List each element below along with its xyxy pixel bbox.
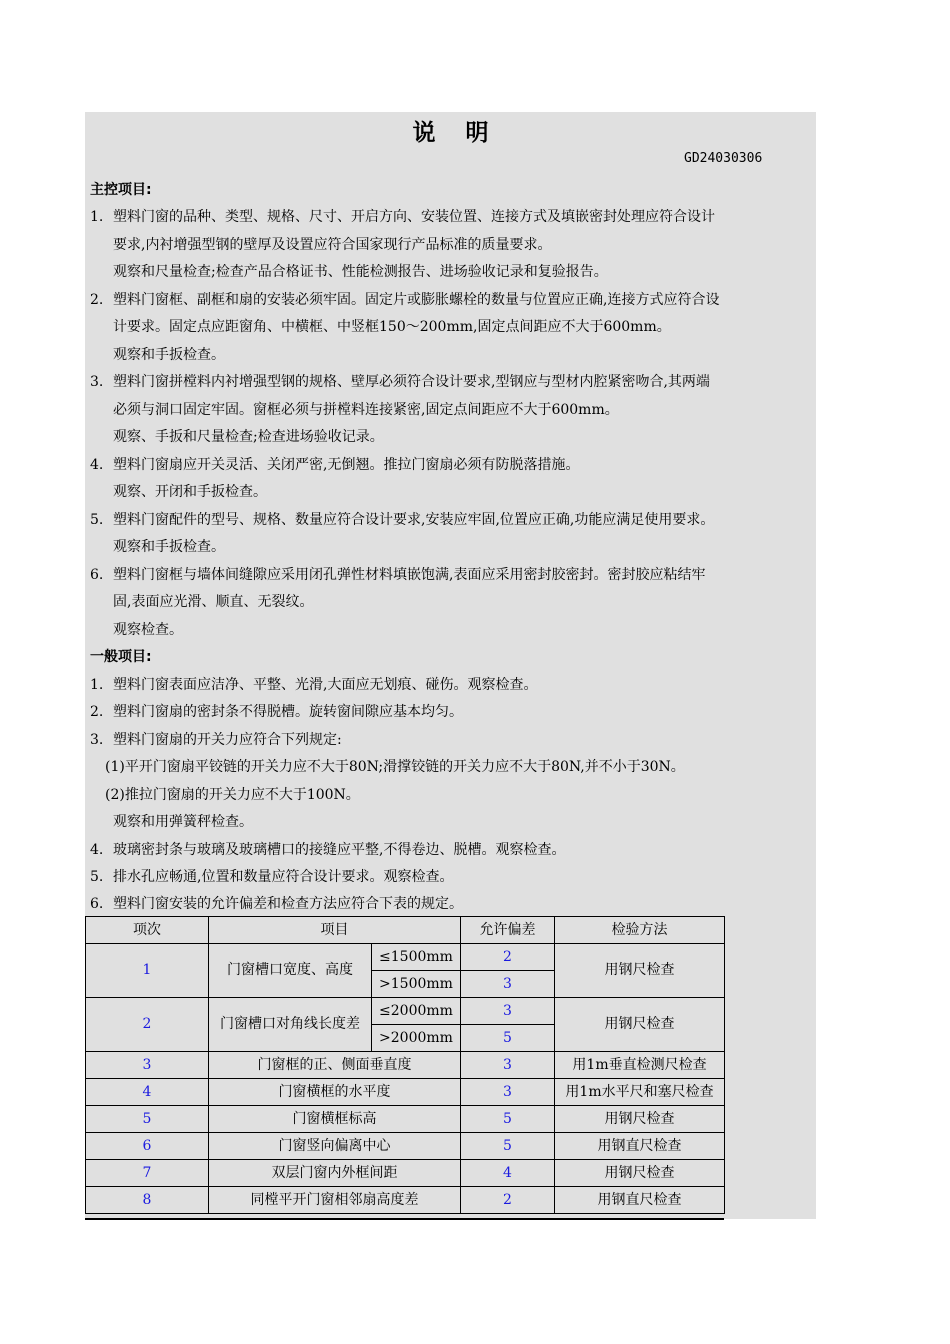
table-row	[86, 944, 725, 971]
item-text: 塑料门窗拼樘料内衬增强型钢的规格、壁厚必须符合设计要求,型钢应与型材内腔紧密吻合,其两端	[113, 374, 710, 390]
row-method: 用钢尺检查	[555, 998, 725, 1052]
table-bottom-border	[85, 1218, 724, 1220]
general-item-5	[90, 866, 453, 886]
row-tolerance: 3	[461, 1052, 555, 1079]
table-row	[86, 1133, 725, 1160]
item-number: 6.	[90, 896, 104, 912]
item-number: 1.	[90, 209, 104, 225]
general-item-1	[90, 674, 537, 694]
table-row	[86, 1106, 725, 1133]
row-tolerance: 5	[461, 1106, 555, 1133]
item-text: 塑料门窗扇的开关力应符合下列规定:	[113, 732, 342, 748]
main-item-6-method: 观察检查。	[113, 622, 183, 638]
main-item-4	[90, 454, 579, 474]
main-item-2	[90, 289, 719, 309]
item-text: 排水孔应畅通,位置和数量应符合设计要求。观察检查。	[113, 869, 454, 885]
general-item-3-sub-2: (2)推拉门窗扇的开关力应不大于100N。	[105, 787, 360, 803]
table-row	[86, 1160, 725, 1187]
item-text: 塑料门窗扇的密封条不得脱槽。旋转窗间隙应基本均匀。	[113, 704, 463, 720]
row-item: 门窗框的正、侧面垂直度	[209, 1052, 461, 1079]
header-cell: 项次	[86, 917, 209, 944]
sheet-margin	[723, 916, 816, 1219]
row-number: 5	[86, 1106, 209, 1133]
item-text: 塑料门窗表面应洁净、平整、光滑,大面应无划痕、碰伤。观察检查。	[113, 677, 538, 693]
item-number: 6.	[90, 567, 104, 583]
item-number: 5.	[90, 869, 104, 885]
row-tolerance: 3	[461, 1079, 555, 1106]
row-subcondition: ≤1500mm	[372, 944, 461, 971]
item-number: 5.	[90, 512, 104, 528]
table-row	[86, 998, 725, 1025]
row-number: 2	[86, 998, 209, 1052]
row-item: 门窗槽口对角线长度差	[209, 998, 372, 1052]
general-item-3-sub-1: (1)平开门窗扇平铰链的开关力应不大于80N;滑撑铰链的开关力应不大于80N,并不小于30N。	[105, 759, 685, 775]
main-item-4-method: 观察、开闭和手扳检查。	[113, 484, 267, 500]
row-method: 用钢尺检查	[555, 1106, 725, 1133]
item-text: 塑料门窗安装的允许偏差和检查方法应符合下表的规定。	[113, 896, 463, 912]
row-item: 双层门窗内外框间距	[209, 1160, 461, 1187]
main-heading: 主控项目:	[90, 182, 152, 198]
row-number: 8	[86, 1187, 209, 1214]
main-item-2-method: 观察和手扳检查。	[113, 347, 225, 363]
row-number: 4	[86, 1079, 209, 1106]
main-item-5	[90, 509, 714, 529]
row-subcondition: >2000mm	[372, 1025, 461, 1052]
row-item: 同樘平开门窗相邻扇高度差	[209, 1187, 461, 1214]
item-text: 塑料门窗配件的型号、规格、数量应符合设计要求,安装应牢固,位置应正确,功能应满足使用要求。	[113, 512, 715, 528]
row-number: 7	[86, 1160, 209, 1187]
tolerance-table	[85, 916, 725, 1214]
main-item-3-line2: 必须与洞口固定牢固。窗框必须与拼樘料连接紧密,固定点间距应不大于600mm。	[113, 402, 619, 418]
item-number: 4.	[90, 842, 104, 858]
main-item-3-method: 观察、手扳和尺量检查;检查进场验收记录。	[113, 429, 384, 445]
general-item-6	[90, 893, 463, 913]
row-tolerance: 5	[461, 1025, 555, 1052]
row-number: 1	[86, 944, 209, 998]
page-title: 说明	[412, 120, 519, 146]
general-heading: 一般项目:	[90, 649, 152, 665]
table-header-row	[86, 917, 725, 944]
row-tolerance: 4	[461, 1160, 555, 1187]
row-item: 门窗槽口宽度、高度	[209, 944, 372, 998]
row-number: 6	[86, 1133, 209, 1160]
item-number: 2.	[90, 292, 104, 308]
item-number: 3.	[90, 374, 104, 390]
item-text: 塑料门窗扇应开关灵活、关闭严密,无倒翘。推拉门窗扇必须有防脱落措施。	[113, 457, 580, 473]
row-tolerance: 2	[461, 1187, 555, 1214]
main-item-6-line2: 固,表面应光滑、顺直、无裂纹。	[113, 594, 314, 610]
main-item-6	[90, 564, 705, 584]
row-method: 用1m垂直检测尺检查	[555, 1052, 725, 1079]
row-tolerance: 2	[461, 944, 555, 971]
row-method: 用1m水平尺和塞尺检查	[555, 1079, 725, 1106]
item-text: 塑料门窗的品种、类型、规格、尺寸、开启方向、安装位置、连接方式及填嵌密封处理应符合设计	[113, 209, 715, 225]
item-number: 3.	[90, 732, 104, 748]
row-subcondition: >1500mm	[372, 971, 461, 998]
item-text: 塑料门窗框与墙体间缝隙应采用闭孔弹性材料填嵌饱满,表面应采用密封胶密封。密封胶应粘结牢	[113, 567, 706, 583]
general-item-2	[90, 701, 463, 721]
row-method: 用钢直尺检查	[555, 1133, 725, 1160]
item-number: 1.	[90, 677, 104, 693]
row-item: 门窗竖向偏离中心	[209, 1133, 461, 1160]
general-item-3-method: 观察和用弹簧秤检查。	[113, 814, 253, 830]
row-tolerance: 3	[461, 971, 555, 998]
row-number: 3	[86, 1052, 209, 1079]
header-cell: 项目	[209, 917, 461, 944]
item-number: 4.	[90, 457, 104, 473]
row-method: 用钢尺检查	[555, 1160, 725, 1187]
document-code: GD24030306	[684, 151, 763, 166]
row-tolerance: 3	[461, 998, 555, 1025]
item-number: 2.	[90, 704, 104, 720]
main-item-2-line2: 计要求。固定点应距窗角、中横框、中竖框150～200mm,固定点间距应不大于600mm。	[113, 319, 671, 335]
row-item: 门窗横框的水平度	[209, 1079, 461, 1106]
table-row	[86, 1052, 725, 1079]
main-item-5-method: 观察和手扳检查。	[113, 539, 225, 555]
main-item-1-line2: 要求,内衬增强型钢的壁厚及设置应符合国家现行产品标准的质量要求。	[113, 237, 552, 253]
row-method: 用钢直尺检查	[555, 1187, 725, 1214]
general-item-4	[90, 839, 565, 859]
item-text: 塑料门窗框、副框和扇的安装必须牢固。固定片或膨胀螺栓的数量与位置应正确,连接方式应符合设	[113, 292, 720, 308]
row-item: 门窗横框标高	[209, 1106, 461, 1133]
main-item-1	[90, 206, 715, 226]
row-subcondition: ≤2000mm	[372, 998, 461, 1025]
main-item-3	[90, 371, 710, 391]
table-row	[86, 1079, 725, 1106]
header-cell: 允许偏差	[461, 917, 555, 944]
item-text: 玻璃密封条与玻璃及玻璃槽口的接缝应平整,不得卷边、脱槽。观察检查。	[113, 842, 566, 858]
row-method: 用钢尺检查	[555, 944, 725, 998]
table-row	[86, 1187, 725, 1214]
main-item-1-method: 观察和尺量检查;检查产品合格证书、性能检测报告、进场验收记录和复验报告。	[113, 264, 608, 280]
general-item-3	[90, 729, 342, 749]
row-tolerance: 5	[461, 1133, 555, 1160]
header-cell: 检验方法	[555, 917, 725, 944]
